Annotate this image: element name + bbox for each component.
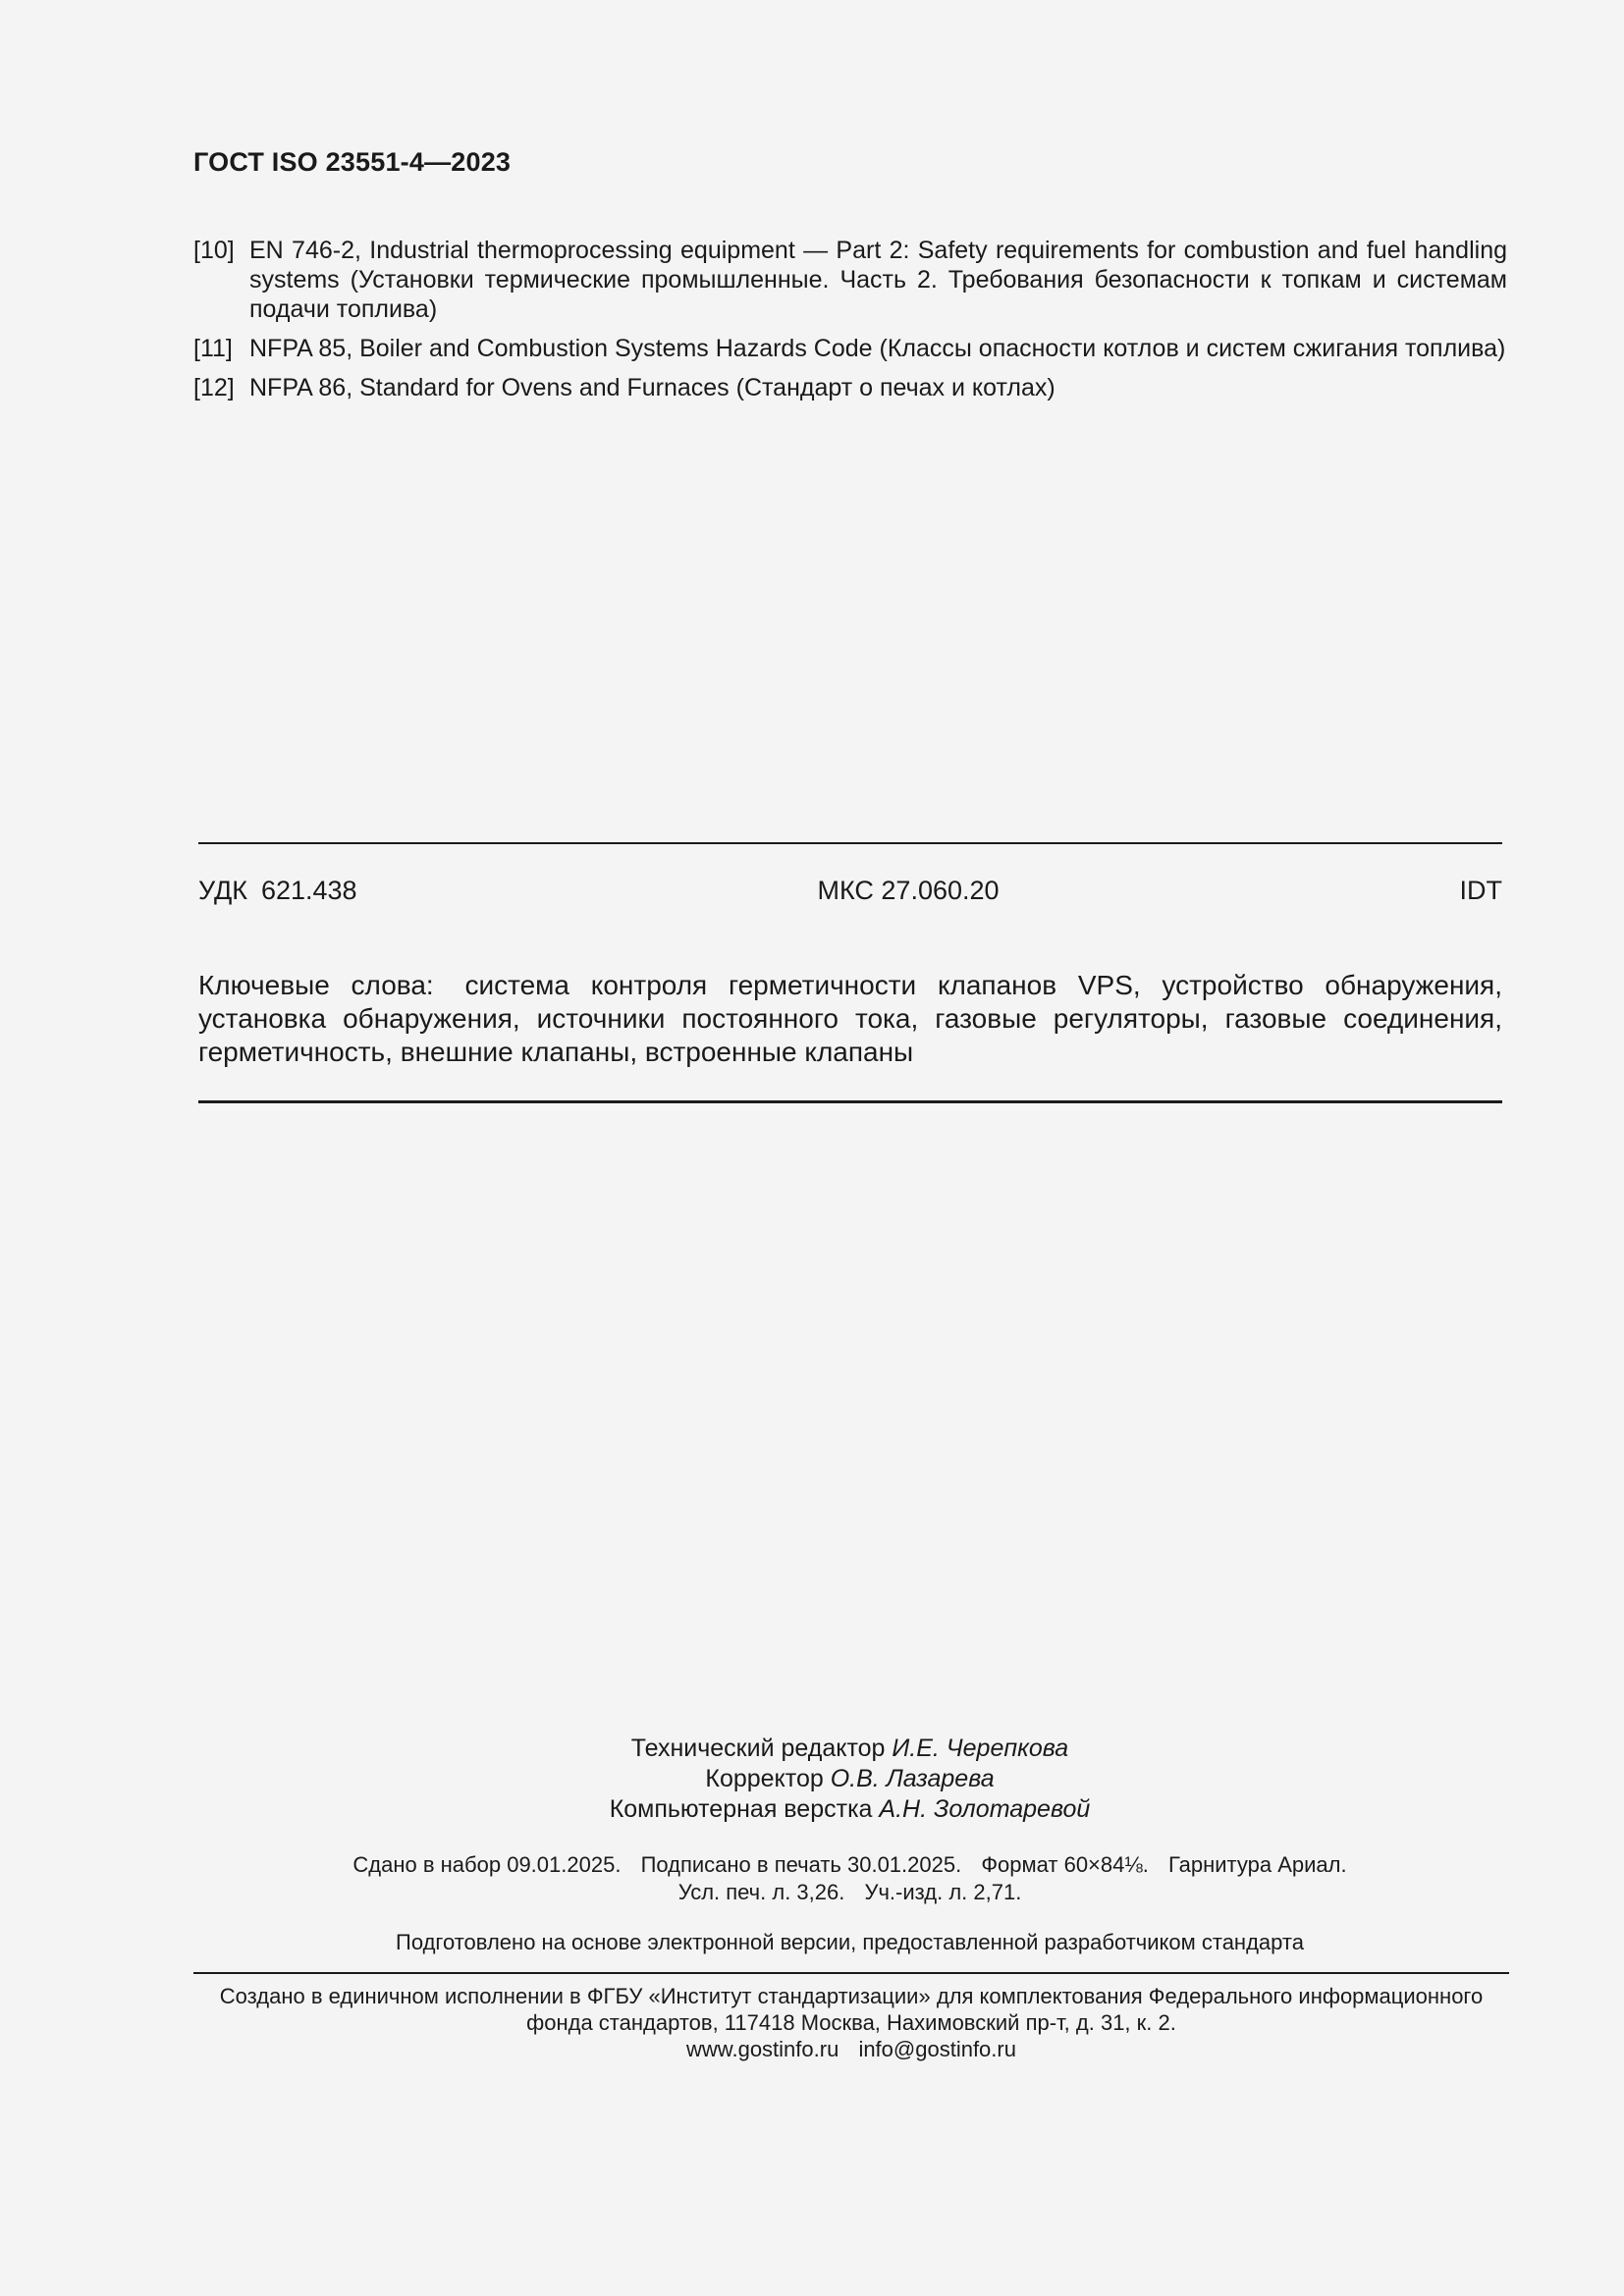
reference-text: EN 746-2, Industrial thermoprocessing equipment — Part 2: Safety requirements for combustion and fuel handling systems (Установки термические промышленные. Часть 2. Требования безопасности к топкам и системам подачи топлива) — [249, 237, 1507, 323]
reference-number: [10] — [193, 237, 235, 264]
imprint-line-2 — [76, 1879, 1624, 1906]
reference-text: NFPA 85, Boiler and Combustion Systems Hazards Code (Классы опасности котлов и систем сжигания топлива) — [249, 335, 1506, 362]
proofreader-line — [76, 1764, 1624, 1794]
mks-code: МКС 27.060.20 — [817, 876, 1000, 905]
reference-text: NFPA 86, Standard for Ovens and Furnaces (Стандарт о печах и котлах) — [249, 374, 1056, 401]
proofreader-name: О.В. Лазарева — [830, 1765, 995, 1792]
typeface: Гарнитура Ариал. — [1167, 1852, 1347, 1877]
document-id: ГОСТ ISO 23551-4—2023 — [193, 147, 512, 177]
editorial-staff — [0, 1734, 1624, 1825]
imprint-block — [0, 1851, 1624, 1906]
publisher-line-1: Создано в единичном исполнении в ФГБУ «Институт стандартизации» для комплектования Федерального информационного — [219, 1984, 1484, 2008]
udk-label: УДК — [198, 876, 247, 905]
publishing-sheets: Уч.-изд. л. 2,71. — [864, 1880, 1022, 1904]
bibliography-item — [193, 334, 1507, 363]
layout-role: Компьютерная верстка — [609, 1795, 873, 1823]
bibliography-item — [193, 373, 1507, 402]
website-link[interactable]: www.gostinfo.ru — [686, 2037, 839, 2061]
email-link[interactable]: info@gostinfo.ru — [858, 2037, 1016, 2061]
publisher-info — [193, 1983, 1509, 2062]
layout-line — [76, 1794, 1624, 1825]
bibliography-list — [193, 236, 1507, 412]
tech-editor-role: Технический редактор — [630, 1735, 886, 1762]
layout-name: А.Н. Золотаревой — [879, 1795, 1091, 1823]
udk-value: 621.438 — [260, 876, 357, 905]
udk-code — [198, 876, 357, 906]
divider-bottom — [193, 1972, 1509, 1974]
imprint-line-1 — [76, 1851, 1624, 1879]
reference-number: [12] — [193, 374, 235, 401]
paper-format: Формат 60×84⅛. — [981, 1852, 1149, 1877]
keywords-label: Ключевые слова: — [198, 970, 434, 1000]
prepared-note: Подготовлено на основе электронной версии, предоставленной разработчиком стандарта — [396, 1930, 1304, 1954]
keywords-block — [198, 969, 1502, 1069]
keywords-text: система контроля герметичности клапанов VPS, устройство обнаружения, установка обнаружения, источники постоянного тока, газовые регуляторы, газовые соединения, герметичность, внешние клапаны, встроенные клапаны — [198, 970, 1502, 1067]
publisher-line-2: фонда стандартов, 117418 Москва, Нахимовский пр-т, д. 31, к. 2. — [526, 2010, 1176, 2035]
divider-middle — [198, 1100, 1502, 1103]
classification-row — [198, 876, 1502, 906]
divider-top — [198, 842, 1502, 844]
proofreader-role: Корректор — [705, 1765, 824, 1792]
signed-date: Подписано в печать 30.01.2025. — [640, 1852, 962, 1877]
typeset-date: Сдано в набор 09.01.2025. — [352, 1852, 622, 1877]
equivalence-degree: IDT — [1459, 876, 1502, 905]
bibliography-item — [193, 236, 1507, 324]
reference-number: [11] — [193, 335, 233, 362]
tech-editor-name: И.Е. Черепкова — [892, 1735, 1069, 1762]
publisher-contacts — [193, 2036, 1509, 2062]
print-sheets: Усл. печ. л. 3,26. — [677, 1880, 845, 1904]
tech-editor-line — [76, 1734, 1624, 1764]
